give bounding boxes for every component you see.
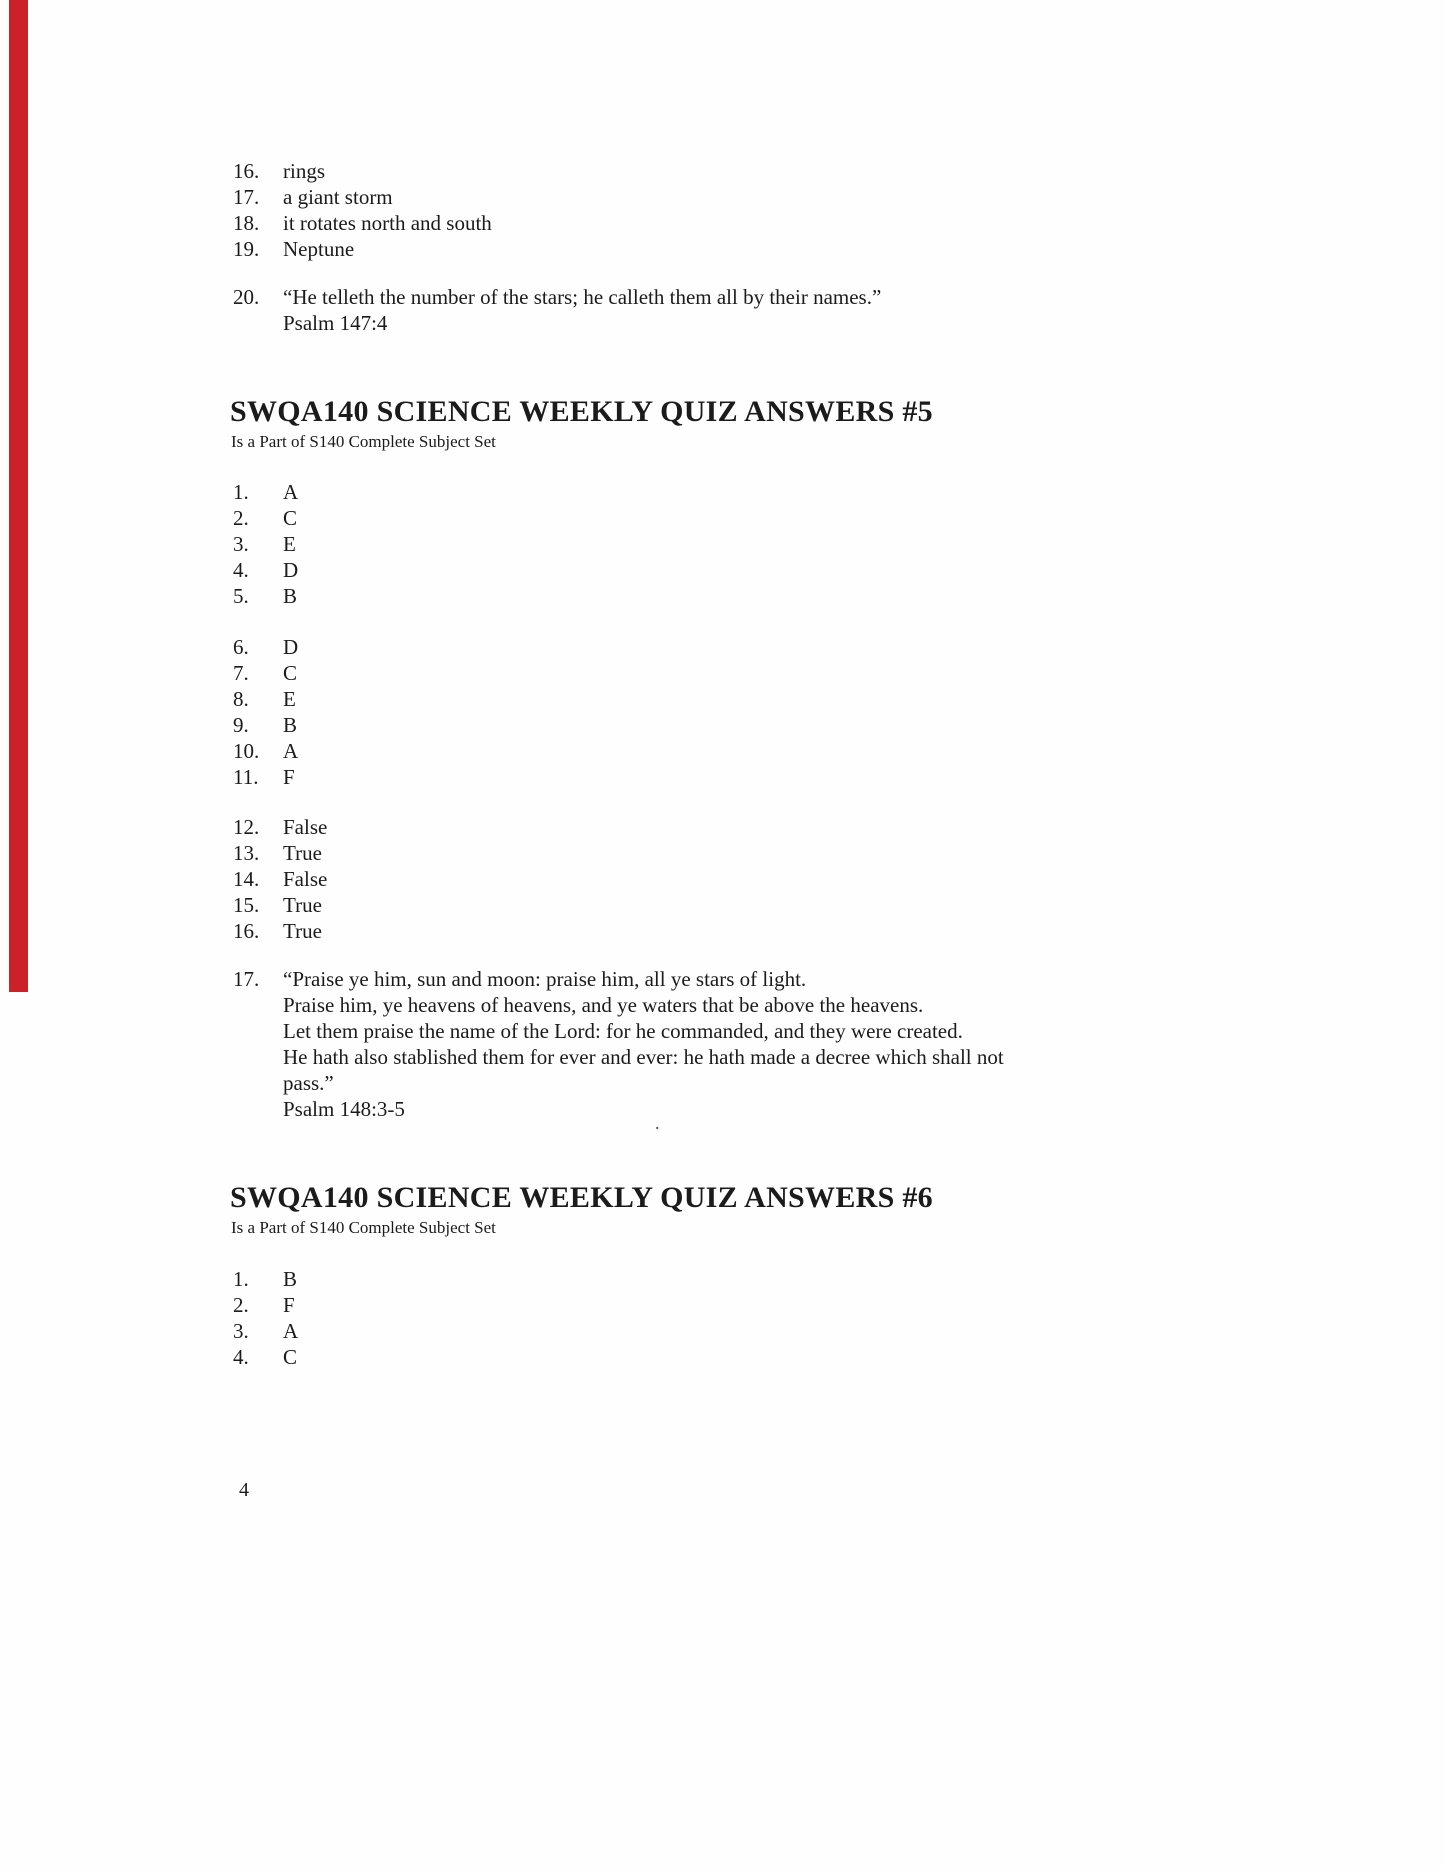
answer-number: 15.	[233, 893, 260, 917]
answer-text: B	[283, 713, 298, 737]
answer-text: F	[283, 1293, 295, 1317]
answer-number: 14.	[233, 867, 260, 891]
answer-text: rings	[283, 159, 325, 183]
answer-group-6-11	[233, 634, 298, 790]
section-subtitle-quiz-5: Is a Part of S140 Complete Subject Set	[231, 432, 496, 451]
answer-text: a giant storm	[283, 185, 393, 209]
answer-row	[233, 738, 298, 764]
answer-group-1-5	[233, 479, 298, 609]
answer-row	[233, 1318, 298, 1344]
quote-line: pass.”	[283, 1071, 334, 1095]
answer-row	[233, 505, 298, 531]
answer-number: 2.	[233, 506, 249, 530]
answer-row	[233, 660, 298, 686]
quote-line: He hath also stablished them for ever and ever: he hath made a decree which shall not	[283, 1045, 1004, 1069]
answer-row	[233, 210, 492, 236]
answer-text: A	[283, 480, 299, 504]
answer-text: Neptune	[283, 237, 355, 261]
answer-text: A	[283, 1319, 299, 1343]
answer-row	[233, 918, 327, 944]
answer-number: 17.	[233, 185, 260, 209]
answer-row	[233, 284, 881, 336]
answer-text: A	[283, 739, 299, 763]
answer-text: C	[283, 506, 298, 530]
answer-number: 16.	[233, 919, 260, 943]
answer-number: 2.	[233, 1293, 249, 1317]
answer-list-top	[233, 158, 492, 262]
answer-number: 3.	[233, 1319, 249, 1343]
answer-row	[233, 158, 492, 184]
answer-number: 4.	[233, 558, 249, 582]
answer-row	[233, 1266, 298, 1292]
answer-group-12-16	[233, 814, 327, 944]
answer-row	[233, 686, 298, 712]
answer-row	[233, 531, 298, 557]
answer-number: 12.	[233, 815, 260, 839]
answer-text: E	[283, 687, 296, 711]
answer-number: 10.	[233, 739, 260, 763]
scripture-reference: Psalm 147:4	[283, 311, 388, 335]
scripture-quote	[283, 284, 881, 336]
answer-number: 1.	[233, 1267, 249, 1291]
answer-number: 4.	[233, 1345, 249, 1369]
answer-text: B	[283, 584, 298, 608]
answer-text: True	[283, 893, 322, 917]
answer-text: True	[283, 841, 322, 865]
answer-number: 20.	[233, 285, 260, 309]
answer-row	[233, 840, 327, 866]
answer-row	[233, 634, 298, 660]
answer-number: 8.	[233, 687, 249, 711]
scan-speck: .	[655, 1113, 660, 1133]
answer-row	[233, 892, 327, 918]
answer-group-quiz6-1-4	[233, 1266, 298, 1370]
answer-row	[233, 1292, 298, 1318]
scan-artifact-strip	[9, 0, 28, 992]
answer-number: 17.	[233, 967, 260, 991]
answer-quote-20	[233, 284, 881, 336]
quote-line: “He telleth the number of the stars; he calleth them all by their names.”	[283, 285, 882, 309]
answer-row	[233, 236, 492, 262]
answer-number: 13.	[233, 841, 260, 865]
quote-line: Let them praise the name of the Lord: for he commanded, and they were created.	[283, 1019, 963, 1043]
answer-row	[233, 966, 1004, 1122]
answer-text: C	[283, 661, 298, 685]
answer-number: 3.	[233, 532, 249, 556]
answer-row	[233, 184, 492, 210]
answer-number: 18.	[233, 211, 260, 235]
answer-text: F	[283, 765, 295, 789]
section-title-quiz-5: SWQA140 SCIENCE WEEKLY QUIZ ANSWERS #5	[230, 395, 933, 428]
answer-number: 19.	[233, 237, 260, 261]
scripture-quote	[283, 966, 1004, 1122]
answer-row	[233, 866, 327, 892]
scripture-reference: Psalm 148:3-5	[283, 1097, 405, 1121]
answer-row	[233, 1344, 298, 1370]
answer-row	[233, 583, 298, 609]
answer-text: it rotates north and south	[283, 211, 492, 235]
answer-row	[233, 814, 327, 840]
answer-text: D	[283, 635, 299, 659]
answer-number: 5.	[233, 584, 249, 608]
answer-text: False	[283, 867, 328, 891]
section-subtitle-quiz-6: Is a Part of S140 Complete Subject Set	[231, 1218, 496, 1237]
answer-text: D	[283, 558, 299, 582]
answer-text: E	[283, 532, 296, 556]
section-title-quiz-6: SWQA140 SCIENCE WEEKLY QUIZ ANSWERS #6	[230, 1181, 933, 1214]
answer-number: 7.	[233, 661, 249, 685]
answer-row	[233, 479, 298, 505]
answer-number: 6.	[233, 635, 249, 659]
quote-line: “Praise ye him, sun and moon: praise him, all ye stars of light.	[283, 967, 807, 991]
answer-text: C	[283, 1345, 298, 1369]
answer-number: 16.	[233, 159, 260, 183]
answer-row	[233, 764, 298, 790]
answer-number: 9.	[233, 713, 249, 737]
answer-text: B	[283, 1267, 298, 1291]
answer-text: False	[283, 815, 328, 839]
quote-line: Praise him, ye heavens of heavens, and ye waters that be above the heavens.	[283, 993, 924, 1017]
answer-number: 11.	[233, 765, 259, 789]
page-number: 4	[239, 1479, 249, 1501]
answer-quote-17	[233, 966, 1004, 1122]
answer-number: 1.	[233, 480, 249, 504]
answer-row	[233, 557, 298, 583]
answer-row	[233, 712, 298, 738]
answer-text: True	[283, 919, 322, 943]
